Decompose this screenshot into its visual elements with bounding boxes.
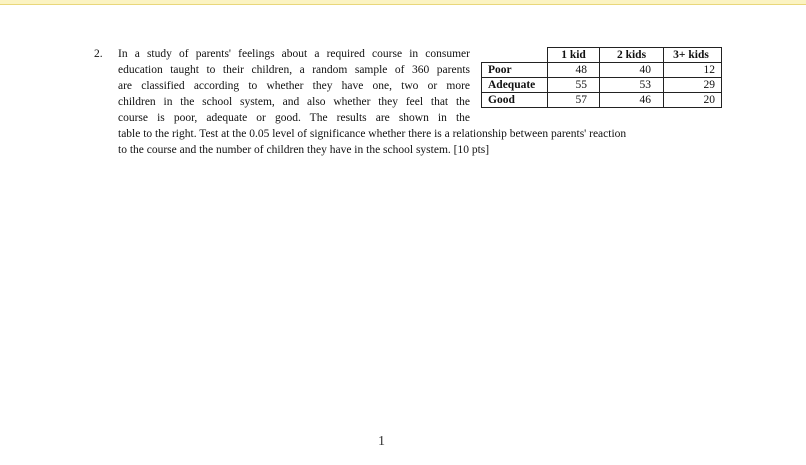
- question-line: to the course and the number of children they have in the school system. [10 pts]: [118, 144, 490, 156]
- question-number: 2.: [94, 48, 103, 60]
- column-header: 1 kid: [548, 48, 600, 63]
- table-cell: 12: [664, 63, 722, 78]
- table-cell: 53: [600, 78, 664, 93]
- question-line: children in the school system, and also whether they feel that the: [118, 96, 470, 108]
- column-header: 2 kids: [600, 48, 664, 63]
- table-row: [482, 78, 722, 93]
- table-cell: 55: [548, 78, 600, 93]
- table-cell: 29: [664, 78, 722, 93]
- question-line: course is poor, adequate or good. The results are shown in the: [118, 112, 470, 124]
- question-line: are classified according to whether they have one, two or more: [118, 80, 470, 92]
- row-label: Good: [482, 93, 548, 108]
- document-top-bar: [0, 0, 806, 5]
- question-line: education taught to their children, a random sample of 360 parents: [118, 64, 470, 76]
- question-line: table to the right. Test at the 0.05 level of significance whether there is a relationship between parents' reaction: [118, 128, 627, 140]
- table-cell: 46: [600, 93, 664, 108]
- table-cell: 57: [548, 93, 600, 108]
- row-label: Poor: [482, 63, 548, 78]
- table-cell: 40: [600, 63, 664, 78]
- table-corner-cell: [482, 48, 548, 63]
- page-number: 1: [378, 434, 385, 449]
- table-header-row: [482, 48, 722, 63]
- table-row: [482, 63, 722, 78]
- contingency-table: [481, 47, 722, 108]
- row-label: Adequate: [482, 78, 548, 93]
- column-header: 3+ kids: [664, 48, 722, 63]
- table-cell: 48: [548, 63, 600, 78]
- table-row: [482, 93, 722, 108]
- table-cell: 20: [664, 93, 722, 108]
- question-line: In a study of parents' feelings about a required course in consumer: [118, 48, 470, 60]
